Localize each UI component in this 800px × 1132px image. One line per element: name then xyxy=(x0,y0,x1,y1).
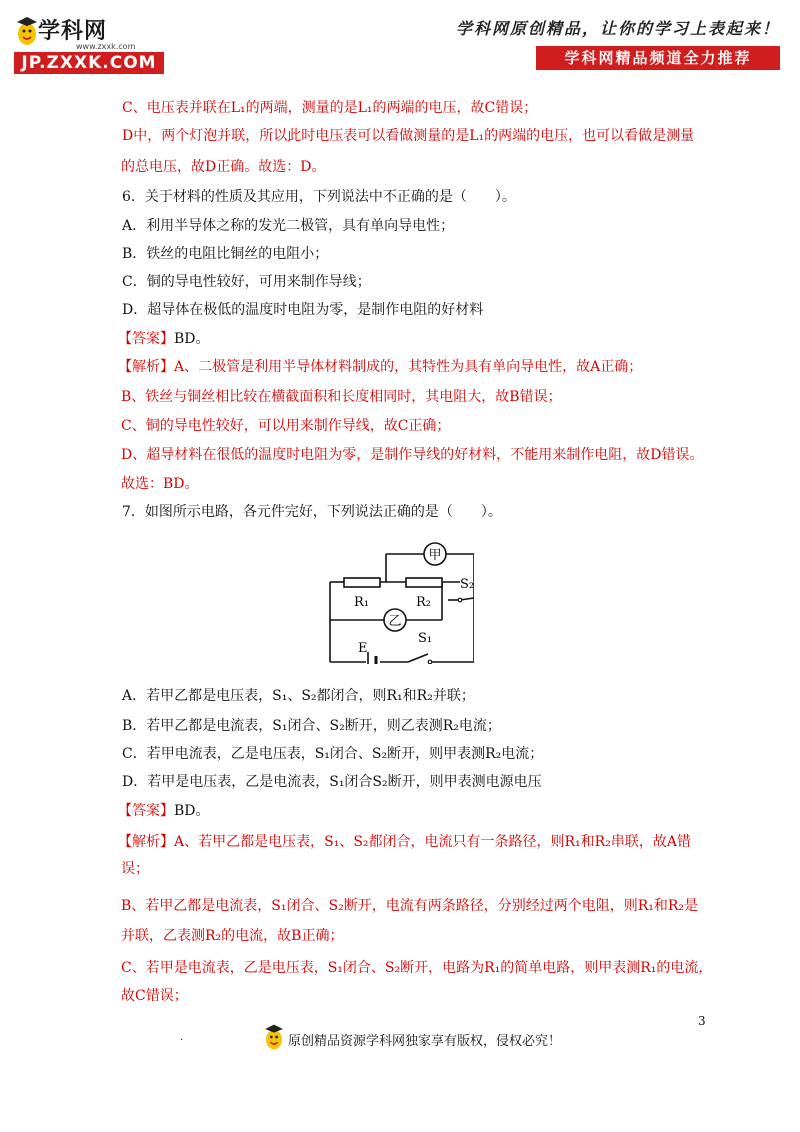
answer-line xyxy=(118,801,210,821)
circuit-diagram xyxy=(326,538,474,664)
text-line: D中，两个灯泡并联，所以此时电压表可以看做测量的是L₁的两端的电压，也可以看做是测量 xyxy=(122,128,695,144)
explanation-text: A、二极管是利用半导体材料制成的，其特性为具有单向导电性，故A正确； xyxy=(174,359,643,375)
text-line: 的总电压，故D正确。故选：D。 xyxy=(121,159,326,175)
explanation-line: C、铜的导电性较好，可以用来制作导线，故C正确； xyxy=(121,418,451,434)
option-b: B．铁丝的电阻比铜丝的电阻小； xyxy=(122,246,329,262)
resistor-r2 xyxy=(406,578,442,587)
page-number: 3 xyxy=(698,1014,706,1028)
copyright-text: 原创精品资源学科网独家享有版权，侵权必究！ xyxy=(288,1034,562,1049)
header-slogan: 学科网原创精品，让你的学习上表起来！ xyxy=(455,19,780,38)
option-d: D．超导体在极低的温度时电阻为零，是制作电阻的好材料 xyxy=(122,302,484,318)
e-label: E xyxy=(358,641,368,656)
option-c: C．铜的导电性较好，可用来制作导线； xyxy=(122,274,371,290)
explanation-tag: 【解析】 xyxy=(118,359,174,375)
answer-tag: 【答案】 xyxy=(118,331,174,347)
explanation-line xyxy=(118,832,691,852)
page-header xyxy=(0,0,800,80)
page-footer xyxy=(258,1020,598,1054)
option-a: A．若甲乙都是电压表，S₁、S₂都闭合，则R₁和R₂并联； xyxy=(122,688,475,704)
answer-tag: 【答案】 xyxy=(118,803,174,819)
answer-value: BD。 xyxy=(174,803,210,819)
meter-b-label: 乙 xyxy=(388,614,402,629)
explanation-line: 故选：BD。 xyxy=(121,476,199,492)
option-b: B．若甲乙都是电流表，S₁闭合、S₂断开，则乙表测R₂电流； xyxy=(122,718,501,734)
explanation-line: D、超导材料在很低的温度时电阻为零，是制作导线的好材料，不能用来制作电阻，故D错误。 xyxy=(121,447,704,463)
resistor-r1 xyxy=(344,578,380,587)
explanation-tag: 【解析】 xyxy=(118,834,174,850)
s2-label: S₂ xyxy=(460,577,474,592)
text-line: C、电压表并联在L₁的两端，测量的是L₁的两端的电压，故C错误； xyxy=(122,100,538,116)
explanation-line: 并联，乙表测R₂的电流，故B正确； xyxy=(121,928,344,944)
explanation-line xyxy=(118,357,642,377)
s1-label: S₁ xyxy=(418,631,433,646)
question-6: 6．关于材料的性质及其应用，下列说法中不正确的是（ ）。 xyxy=(122,189,516,205)
option-d: D．若甲是电压表，乙是电流表，S₁闭合S₂断开，则甲表测电源电压 xyxy=(122,774,542,790)
meter-a-label: 甲 xyxy=(428,548,442,563)
explanation-line: C、若甲是电流表，乙是电压表，S₁闭合、S₂断开，电路为R₁的简单电路，则甲表测R₁的电流， xyxy=(121,960,713,976)
logo-text: 学科网 xyxy=(38,19,108,44)
question-7: 7．如图所示电路，各元件完好，下列说法正确的是（ ）。 xyxy=(122,504,502,520)
answer-value: BD。 xyxy=(174,331,210,347)
option-c: C．若甲电流表，乙是电压表，S₁闭合、S₂断开，则甲表测R₂电流； xyxy=(122,746,544,762)
r1-label: R₁ xyxy=(354,595,369,610)
explanation-line: 故C错误； xyxy=(121,988,188,1004)
answer-line xyxy=(118,329,210,349)
explanation-line: 误； xyxy=(121,861,149,877)
logo-url-bar[interactable]: JP.ZXXK.COM xyxy=(14,52,164,74)
channel-banner: 学科网精品频道全力推荐 xyxy=(536,46,780,70)
mascot-icon xyxy=(14,14,40,48)
footer-dot: . xyxy=(180,1032,184,1043)
logo-small-url: www.zxxk.com xyxy=(76,42,136,51)
explanation-text: A、若甲乙都是电压表，S₁、S₂都闭合，电流只有一条路径，则R₁和R₂串联，故A错 xyxy=(174,834,691,850)
zxxk-logo xyxy=(14,14,164,74)
explanation-line: B、若甲乙都是电流表，S₁闭合、S₂断开，电流有两条路径，分别经过两个电阻，则R₁和R₂是 xyxy=(121,898,698,914)
option-a: A．利用半导体之称的发光二极管，具有单向导电性； xyxy=(122,218,455,234)
explanation-line: B、铁丝与铜丝相比较在横截面积和长度相同时，其电阻大，故B错误； xyxy=(121,389,562,405)
r2-label: R₂ xyxy=(416,595,431,610)
mascot-icon xyxy=(262,1022,286,1052)
